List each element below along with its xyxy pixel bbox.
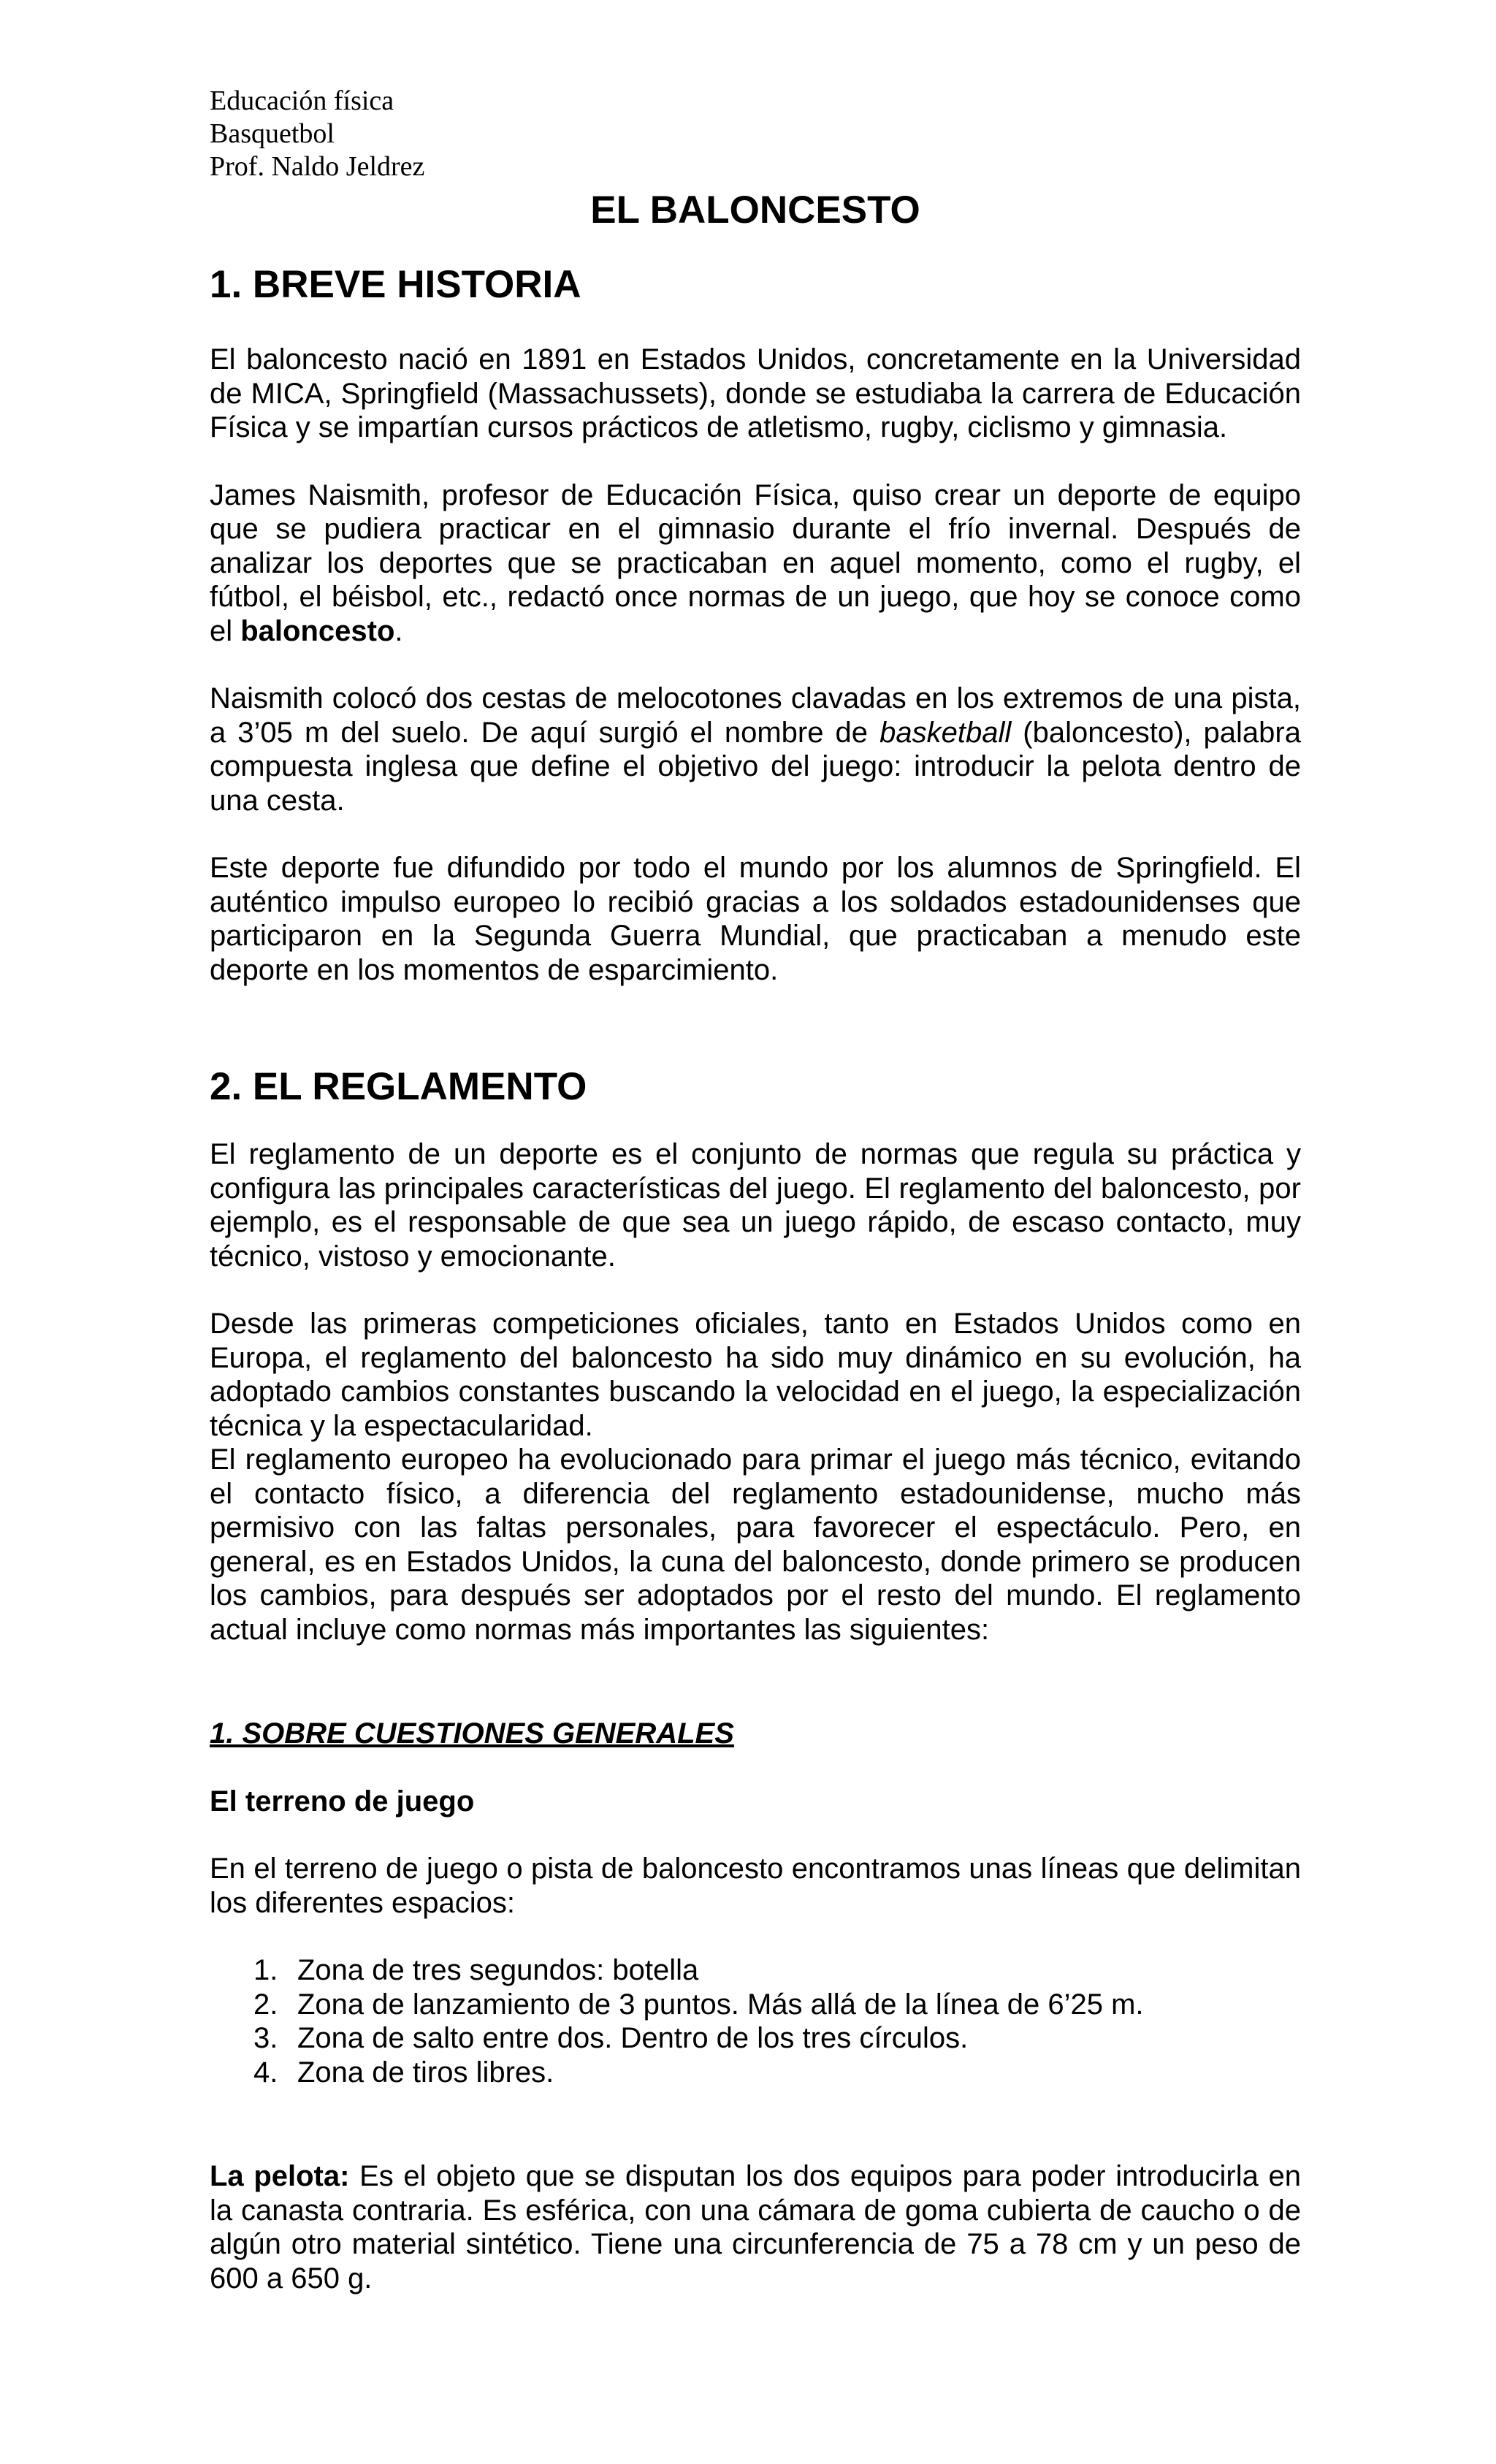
section-heading-history: 1. BREVE HISTORIA bbox=[210, 263, 581, 306]
baloncesto-bold: baloncesto bbox=[240, 614, 395, 647]
history-paragraph-2-text: James Naismith, profesor de Educación Física, quiso crear un deporte de equipo que se pudiera practicar en el gimnasio durante el frío invernal. Después de analizar los deportes que se practicaban en aquel momento, como el rugby, el fútbol, el béisbol, etc., redactó once normas de un juego, que hoy se conoce como el bbox=[210, 478, 1301, 647]
history-paragraph-3-a: Naismith colocó dos cestas de melocotones clavadas en los extremos de una pista, a 3’05 m del suelo. De aquí surgió el nombre de bbox=[210, 682, 1301, 749]
list-text: Zona de lanzamiento de 3 puntos. Más allá de la línea de 6’25 m. bbox=[297, 1988, 1144, 2021]
header-sport: Basquetbol bbox=[210, 118, 335, 149]
terrain-paragraph: En el terreno de juego o pista de baloncesto encontramos unas líneas que delimitan los diferentes espacios: bbox=[210, 1853, 1301, 1919]
list-item bbox=[210, 1953, 1301, 1988]
document-title: EL BALONCESTO bbox=[590, 188, 920, 232]
rules-paragraph-2: Desde las primeras competiciones oficiales, tanto en Estados Unidos como en Europa, el reglamento del baloncesto ha sido muy dinámico en su evolución, ha adoptado cambios constantes buscando la velocidad en el juego, la especialización técnica y la espectacularidad. bbox=[210, 1308, 1301, 1442]
ball-text: Es el objeto que se disputan los dos equipos para poder introducirla en la canasta contraria. Es esférica, con una cámara de goma cubierta de caucho o de algún otro material sintético. Tiene una circunferencia de 75 a 78 cm y un peso de 600 a 650 g. bbox=[210, 2160, 1301, 2295]
list-item bbox=[210, 1988, 1301, 2022]
history-paragraph-3-b: (baloncesto), palabra compuesta inglesa que define el objetivo del juego: introducir la pelota dentro de una cesta. bbox=[210, 716, 1301, 817]
list-text: Zona de tres segundos: botella bbox=[297, 1954, 699, 1986]
ball-label: La pelota: bbox=[210, 2160, 350, 2192]
terrain-heading: El terreno de juego bbox=[210, 1785, 475, 1818]
document-header bbox=[210, 85, 1301, 183]
history-paragraph-4: Este deporte fue difundido por todo el mundo por los alumnos de Springfield. El auténtico impulso europeo lo recibió gracias a los soldados estadounidenses que participaron en la Segunda Guerra Mundial, que practicaban a menudo este deporte en los momentos de esparcimiento. bbox=[210, 852, 1301, 986]
ball-paragraph bbox=[210, 2159, 1301, 2295]
header-subject: Educación física bbox=[210, 85, 394, 116]
list-text: Zona de salto entre dos. Dentro de los tres círculos. bbox=[297, 2022, 969, 2054]
history-paragraph-2 bbox=[210, 478, 1301, 649]
basketball-italic: basketball bbox=[879, 716, 1012, 749]
history-paragraph-2-end: . bbox=[394, 614, 403, 647]
list-number: 1. bbox=[253, 1954, 278, 1986]
section-heading-rules: 2. EL REGLAMENTO bbox=[210, 1065, 587, 1108]
document-body bbox=[210, 85, 1301, 2295]
list-item bbox=[210, 2056, 1301, 2090]
history-paragraph-3 bbox=[210, 682, 1301, 817]
header-teacher: Prof. Naldo Jeldrez bbox=[210, 151, 425, 182]
rules-paragraph-1: El reglamento de un deporte es el conjunto de normas que regula su práctica y configura las principales características del juego. El reglamento del baloncesto, por ejemplo, es el responsable de que sea un juego rápido, de escaso contacto, muy técnico, vistoso y emocionante. bbox=[210, 1138, 1301, 1273]
list-item bbox=[210, 2021, 1301, 2056]
rules-paragraph-3: El reglamento europeo ha evolucionado para primar el juego más técnico, evitando el contacto físico, a diferencia del reglamento estadounidense, mucho más permisivo con las faltas personales, para favorecer el espectáculo. Pero, en general, es en Estados Unidos, la cuna del baloncesto, donde primero se producen los cambios, para después ser adoptados por el resto del mundo. El reglamento actual incluye como normas más importantes las siguientes: bbox=[210, 1443, 1301, 1646]
list-number: 2. bbox=[253, 1988, 278, 2021]
list-number: 4. bbox=[253, 2056, 278, 2089]
zones-list bbox=[210, 1953, 1301, 2089]
subsection-heading-general: 1. SOBRE CUESTIONES GENERALES bbox=[210, 1717, 734, 1750]
list-number: 3. bbox=[253, 2022, 278, 2054]
history-paragraph-1: El baloncesto nació en 1891 en Estados Unidos, concretamente en la Universidad de MICA, Springfield (Massachussets), donde se estudiaba la carrera de Educación Física y se impartían cursos prácticos de atletismo, rugby, ciclismo y gimnasia. bbox=[210, 343, 1301, 443]
list-text: Zona de tiros libres. bbox=[297, 2056, 554, 2089]
